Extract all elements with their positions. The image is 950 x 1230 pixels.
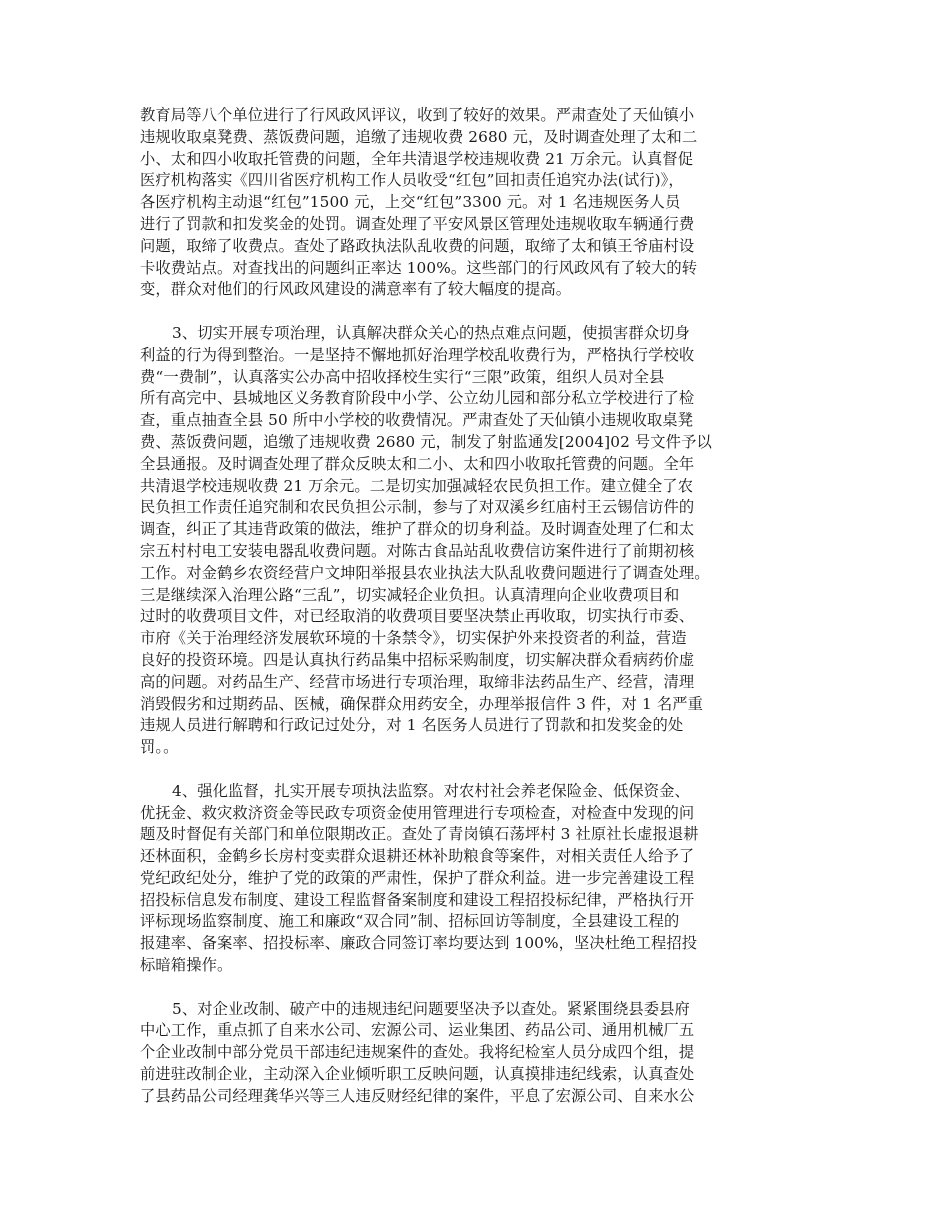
text-line: 调查，纠正了其违背政策的做法，维护了群众的切身利益。及时调查处理了仁和太 xyxy=(140,520,695,539)
text-line: 教育局等八个单位进行了行风政风评议，收到了较好的效果。严肃查处了天仙镇小 xyxy=(140,106,695,124)
text-line: 变，群众对他们的行风政风建设的满意率有了较大幅度的提高。 xyxy=(140,280,572,299)
text-line: 4、强化监督，扎实开展专项执法监察。对农村社会养老保险金、低保资金、 xyxy=(172,781,690,800)
text-line: 所有高完中、县城地区义务教育阶段中小学、公立幼儿园和部分私立学校进行了检 xyxy=(140,389,695,408)
paragraph-2 xyxy=(140,323,826,759)
text-line: 报建率、备案率、招投标率、廉政合同签订率均要达到 100%，坚决杜绝工程招投 xyxy=(140,934,698,953)
paragraph-1 xyxy=(140,105,826,301)
paragraph-4 xyxy=(140,999,826,1108)
text-line: 各医疗机构主动退“红包”1500 元，上交“红包”3300 元。对 1 名违规医务人员 xyxy=(140,193,681,212)
text-line: 个企业改制中部分党员干部违纪违规案件的查处。我将纪检室人员分成四个组，提 xyxy=(140,1043,695,1062)
text-line: 中心工作，重点抓了自来水公司、宏源公司、运业集团、药品公司、通用机械厂五 xyxy=(140,1021,695,1040)
text-line: 消毁假劣和过期药品、医械，确保群众用药安全，办理举报信件 3 件，对 1 名严重 xyxy=(140,694,704,713)
text-line: 利益的行为得到整治。一是坚持不懈地抓好治理学校乱收费行为，严格执行学校收 xyxy=(140,345,695,364)
text-line: 费“一费制”，认真落实公办高中招收择校生实行“三限”政策，组织人员对全县 xyxy=(140,367,665,386)
text-line: 市府《关于治理经济发展软环境的十条禁令》，切实保护外来投资者的利益，营造 xyxy=(140,629,687,648)
text-line: 3、切实开展专项治理，认真解决群众关心的热点难点问题，使损害群众切身 xyxy=(172,323,690,342)
text-line: 优抚金、救灾救济资金等民政专项资金使用管理进行专项检查，对检查中发现的问 xyxy=(140,803,695,822)
text-line: 问题，取缔了收费点。查处了路政执法队乱收费的问题，取缔了太和镇王爷庙村设 xyxy=(140,236,695,255)
text-line: 过时的收费项目文件，对已经取消的收费项目要坚决禁止再收取，切实执行市委、 xyxy=(140,607,695,626)
text-line: 三是继续深入治理公路“三乱”，切实减轻企业负担。认真清理向企业收费项目和 xyxy=(140,585,680,604)
text-line: 了县药品公司经理龚华兴等三人违反财经纪律的案件，平息了宏源公司、自来水公 xyxy=(140,1086,695,1105)
text-line: 小、太和四小收取托管费的问题，全年共清退学校违规收费 21 万余元。认真督促 xyxy=(140,149,694,168)
text-line: 良好的投资环境。四是认真执行药品集中招标采购制度，切实解决群众看病药价虚 xyxy=(140,650,695,669)
text-line: 全县通报。及时调查处理了群众反映太和二小、太和四小收取托管费的问题。全年 xyxy=(140,454,695,473)
text-line: 查，重点抽查全县 50 所中小学校的收费情况。严肃查处了天仙镇小违规收取桌凳 xyxy=(140,411,694,430)
text-line: 医疗机构落实《四川省医疗机构工作人员收受“红包”回扣责任追究办法(试行)》， xyxy=(140,171,684,190)
text-line: 违规收取桌凳费、蒸饭费问题，追缴了违规收费 2680 元，及时调查处理了太和二 xyxy=(140,127,698,146)
text-line: 高的问题。对药品生产、经营市场进行专项治理，取缔非法药品生产、经营，清理 xyxy=(140,672,695,691)
text-line: 党纪政纪处分，维护了党的政策的严肃性，保护了群众利益。进一步完善建设工程 xyxy=(140,868,695,887)
text-line: 标暗箱操作。 xyxy=(140,956,233,975)
text-line: 招投标信息发布制度、建设工程监督备案制度和建设工程招投标纪律，严格执行开 xyxy=(140,890,695,909)
text-line: 宗五村村电工安装电器乱收费问题。对陈古食品站乱收费信访案件进行了前期初核 xyxy=(140,541,695,560)
text-line: 题及时督促有关部门和单位限期改正。查处了青岗镇石荡坪村 3 社原社长虚报退耕 xyxy=(140,825,699,844)
text-line: 5、对企业改制、破产中的违规违纪问题要坚决予以查处。紧紧围绕县委县府 xyxy=(172,999,690,1018)
paragraph-3 xyxy=(140,781,826,977)
text-line: 还林面积，金鹤乡长房村变卖群众退耕还林补助粮食等案件，对相关责任人给予了 xyxy=(140,847,695,866)
text-line: 罚。。 xyxy=(140,738,179,757)
text-line: 进行了罚款和扣发奖金的处罚。调查处理了平安风景区管理处违规收取车辆通行费 xyxy=(140,214,695,233)
text-line: 违规人员进行解聘和行政记过处分，对 1 名医务人员进行了罚款和扣发奖金的处 xyxy=(140,716,684,735)
text-line: 工作。对金鹤乡农资经营户文坤阳举报县农业执法大队乱收费问题进行了调查处理。 xyxy=(140,563,710,582)
text-line: 卡收费站点。对查找出的问题纠正率达 100%。这些部门的行风政风有了较大的转 xyxy=(140,258,698,277)
text-line: 前进驻改制企业，主动深入企业倾听职工反映问题，认真摸排违纪线索，认真查处 xyxy=(140,1065,695,1084)
text-line: 民负担工作责任追究制和农民负担公示制，参与了对双溪乡红庙村王云锡信访件的 xyxy=(140,498,695,517)
document-body xyxy=(140,105,826,1129)
text-line: 费、蒸饭费问题，追缴了违规收费 2680 元，制发了射监通发[2004]02 号文件予以 xyxy=(140,432,712,451)
text-line: 评标现场监察制度、施工和廉政“双合同”制、招标回访等制度，全县建设工程的 xyxy=(140,912,680,931)
text-line: 共清退学校违规收费 21 万余元。二是切实加强减轻农民负担工作。建立健全了农 xyxy=(140,476,694,495)
